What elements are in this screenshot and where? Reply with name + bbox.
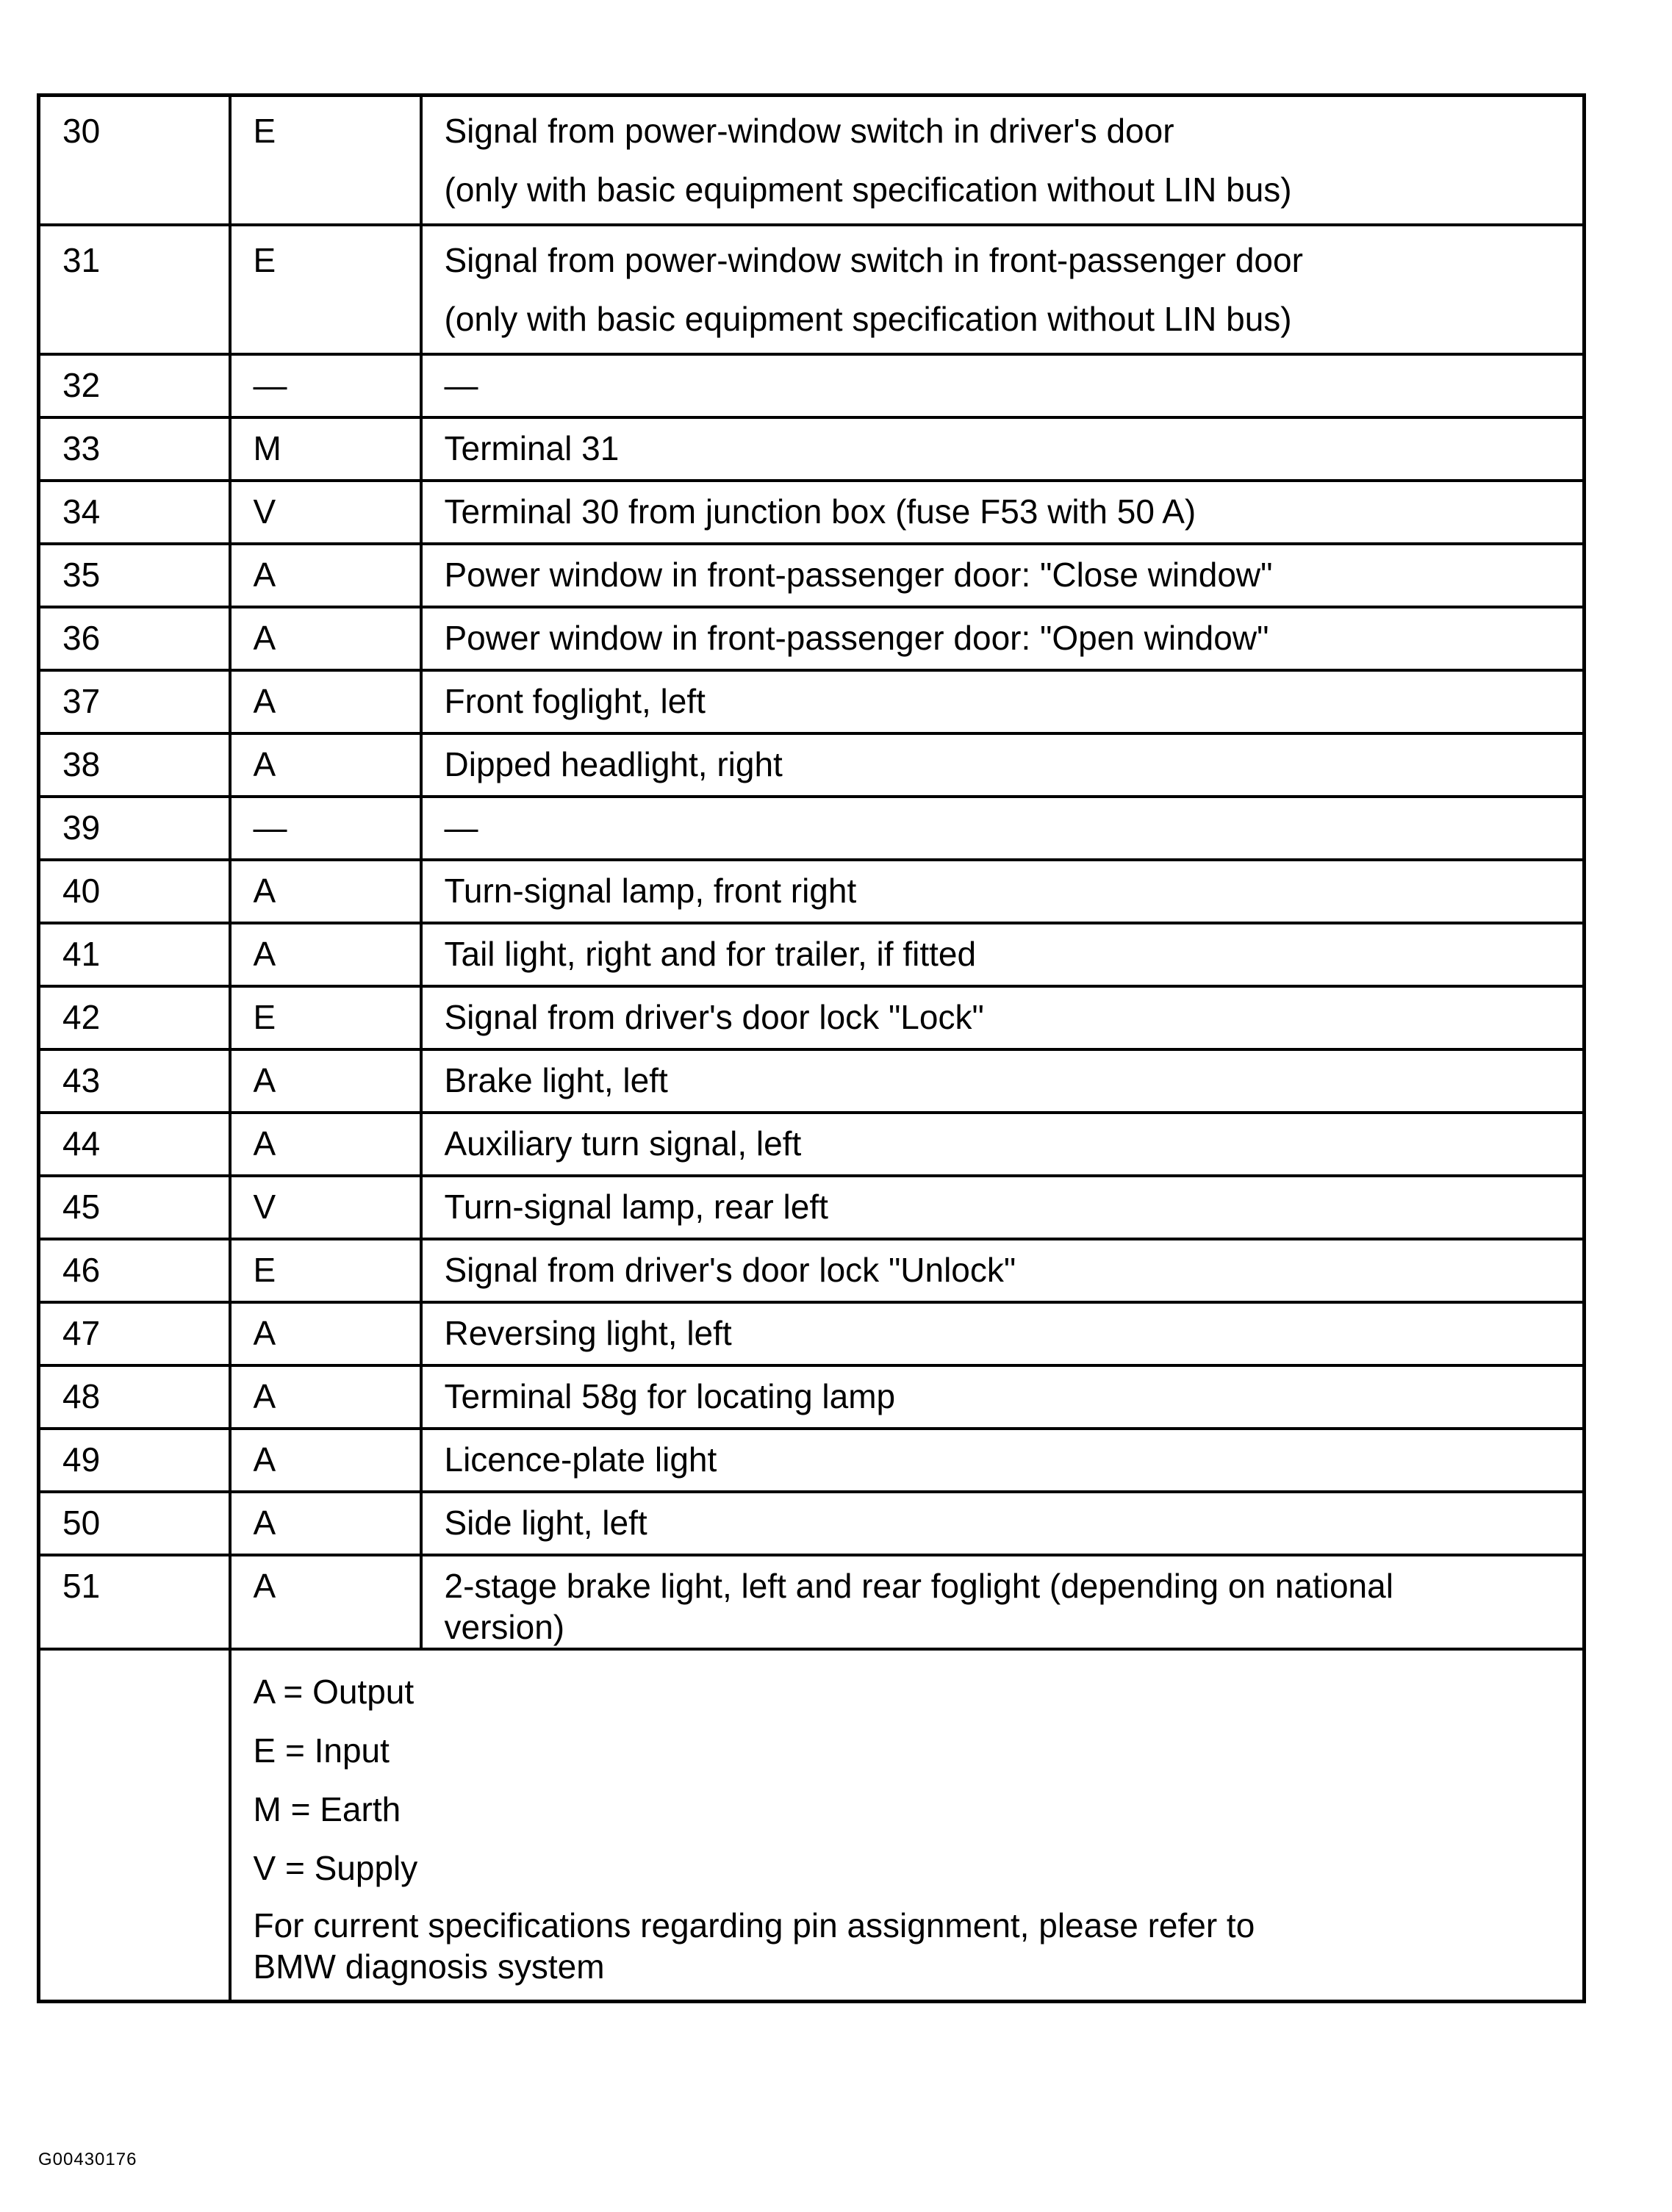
pin-assignment-table: [37, 93, 1586, 2003]
description-line: (only with basic equipment specification without LIN bus): [444, 170, 1292, 209]
signal-type: A: [230, 1555, 421, 1649]
table-row: [39, 670, 1585, 733]
pin-description: [421, 923, 1585, 986]
pin-description: [421, 225, 1585, 354]
pin-description: [421, 1429, 1585, 1492]
signal-type: A: [230, 1365, 421, 1429]
pin-number: 30: [39, 96, 230, 225]
pin-number: 51: [39, 1555, 230, 1649]
table-row: [39, 354, 1585, 417]
pin-number: 43: [39, 1049, 230, 1113]
signal-type: V: [230, 481, 421, 544]
signal-type: A: [230, 1049, 421, 1113]
pin-description: [421, 670, 1585, 733]
pin-number: 34: [39, 481, 230, 544]
pin-description: [421, 1113, 1585, 1176]
description-line: —: [444, 808, 478, 847]
table-body: [39, 96, 1585, 1649]
table-row: [39, 417, 1585, 481]
signal-type: A: [230, 544, 421, 607]
table-row: [39, 797, 1585, 860]
description-line: Turn-signal lamp, rear left: [444, 1187, 828, 1226]
table-row: [39, 1429, 1585, 1492]
pin-description: [421, 481, 1585, 544]
table-row: [39, 544, 1585, 607]
description-line: Turn-signal lamp, front right: [444, 871, 857, 910]
table-row: [39, 1492, 1585, 1555]
pin-number: 44: [39, 1113, 230, 1176]
description-line: Reversing light, left: [444, 1313, 732, 1352]
pin-description: [421, 1049, 1585, 1113]
description-line: Auxiliary turn signal, left: [444, 1124, 802, 1163]
description-line: Power window in front-passenger door: "Open window": [444, 618, 1269, 657]
legend-item-v: V = Supply: [253, 1848, 418, 1887]
description-line: —: [444, 365, 478, 404]
table-row: [39, 1239, 1585, 1302]
table-row: [39, 607, 1585, 670]
table-row: [39, 225, 1585, 354]
table-row: [39, 1176, 1585, 1239]
table-row: [39, 733, 1585, 797]
table-row: [39, 1049, 1585, 1113]
legend-empty-cell: [39, 1649, 230, 2002]
pin-number: 40: [39, 860, 230, 923]
table-row: [39, 1365, 1585, 1429]
figure-code: G00430176: [38, 2150, 137, 2169]
signal-type: —: [230, 354, 421, 417]
signal-type: A: [230, 670, 421, 733]
legend-item-a: A = Output: [253, 1672, 415, 1711]
signal-type: A: [230, 860, 421, 923]
pin-description: [421, 860, 1585, 923]
pin-description: [421, 417, 1585, 481]
description-line: Brake light, left: [444, 1060, 668, 1099]
table-row: [39, 923, 1585, 986]
legend-note: [254, 1905, 1583, 1987]
pin-description: [421, 354, 1585, 417]
signal-type: E: [230, 225, 421, 354]
description-line: Terminal 31: [444, 428, 620, 467]
description-line: Power window in front-passenger door: "Close window": [444, 555, 1273, 594]
signal-type: A: [230, 1113, 421, 1176]
description-line: 2-stage brake light, left and rear foglight (depending on national: [444, 1566, 1393, 1605]
description-line: Front foglight, left: [444, 681, 706, 720]
pin-number: 46: [39, 1239, 230, 1302]
signal-type: V: [230, 1176, 421, 1239]
description-line: Licence-plate light: [444, 1440, 717, 1479]
signal-type: E: [230, 986, 421, 1049]
description-line: Terminal 30 from junction box (fuse F53 with 50 A): [444, 492, 1196, 531]
pin-description: [421, 96, 1585, 225]
description-line: Signal from driver's door lock "Unlock": [444, 1250, 1016, 1289]
pin-number: 39: [39, 797, 230, 860]
pin-description: [421, 544, 1585, 607]
pin-number: 48: [39, 1365, 230, 1429]
table-row: [39, 860, 1585, 923]
description-line: version): [444, 1607, 565, 1646]
pin-number: 45: [39, 1176, 230, 1239]
signal-type: A: [230, 1302, 421, 1365]
legend-item-m: M = Earth: [253, 1789, 401, 1828]
pin-number: 41: [39, 923, 230, 986]
signal-type: E: [230, 1239, 421, 1302]
table-row: [39, 481, 1585, 544]
pin-number: 37: [39, 670, 230, 733]
pin-description: [421, 1239, 1585, 1302]
pin-number: 38: [39, 733, 230, 797]
pin-number: 49: [39, 1429, 230, 1492]
pin-number: 31: [39, 225, 230, 354]
signal-type: A: [230, 1492, 421, 1555]
description-line: Signal from power-window switch in driver's door: [444, 112, 1174, 150]
pin-description: [421, 797, 1585, 860]
signal-type: A: [230, 607, 421, 670]
legend-row: [39, 1649, 1585, 2002]
table-row: [39, 986, 1585, 1049]
pin-number: 47: [39, 1302, 230, 1365]
signal-type: A: [230, 923, 421, 986]
pin-description: [421, 1176, 1585, 1239]
description-line: (only with basic equipment specification without LIN bus): [444, 299, 1292, 338]
pin-description: [421, 1302, 1585, 1365]
pin-description: [421, 1555, 1585, 1649]
description-line: Signal from power-window switch in front-passenger door: [444, 240, 1303, 279]
pin-number: 32: [39, 354, 230, 417]
signal-type: E: [230, 96, 421, 225]
pin-number: 33: [39, 417, 230, 481]
pin-description: [421, 1365, 1585, 1429]
pin-description: [421, 607, 1585, 670]
signal-type: A: [230, 1429, 421, 1492]
table-row: [39, 1555, 1585, 1649]
table-row: [39, 1302, 1585, 1365]
pin-number: 36: [39, 607, 230, 670]
description-line: Side light, left: [444, 1503, 647, 1542]
description-line: Tail light, right and for trailer, if fitted: [444, 934, 977, 973]
signal-type: M: [230, 417, 421, 481]
description-line: Signal from driver's door lock "Lock": [444, 997, 984, 1036]
signal-type: —: [230, 797, 421, 860]
legend-item-e: E = Input: [253, 1731, 390, 1770]
table-row: [39, 96, 1585, 225]
legend-note-line: BMW diagnosis system: [253, 1947, 605, 1986]
signal-type: A: [230, 733, 421, 797]
table-row: [39, 1113, 1585, 1176]
description-line: Terminal 58g for locating lamp: [444, 1376, 896, 1415]
legend-cell: [230, 1649, 1585, 2002]
pin-description: [421, 733, 1585, 797]
legend-note-line: For current specifications regarding pin assignment, please refer to: [253, 1906, 1255, 1945]
pin-description: [421, 1492, 1585, 1555]
pin-number: 50: [39, 1492, 230, 1555]
pin-number: 42: [39, 986, 230, 1049]
pin-description: [421, 986, 1585, 1049]
pin-number: 35: [39, 544, 230, 607]
description-line: Dipped headlight, right: [444, 744, 783, 783]
